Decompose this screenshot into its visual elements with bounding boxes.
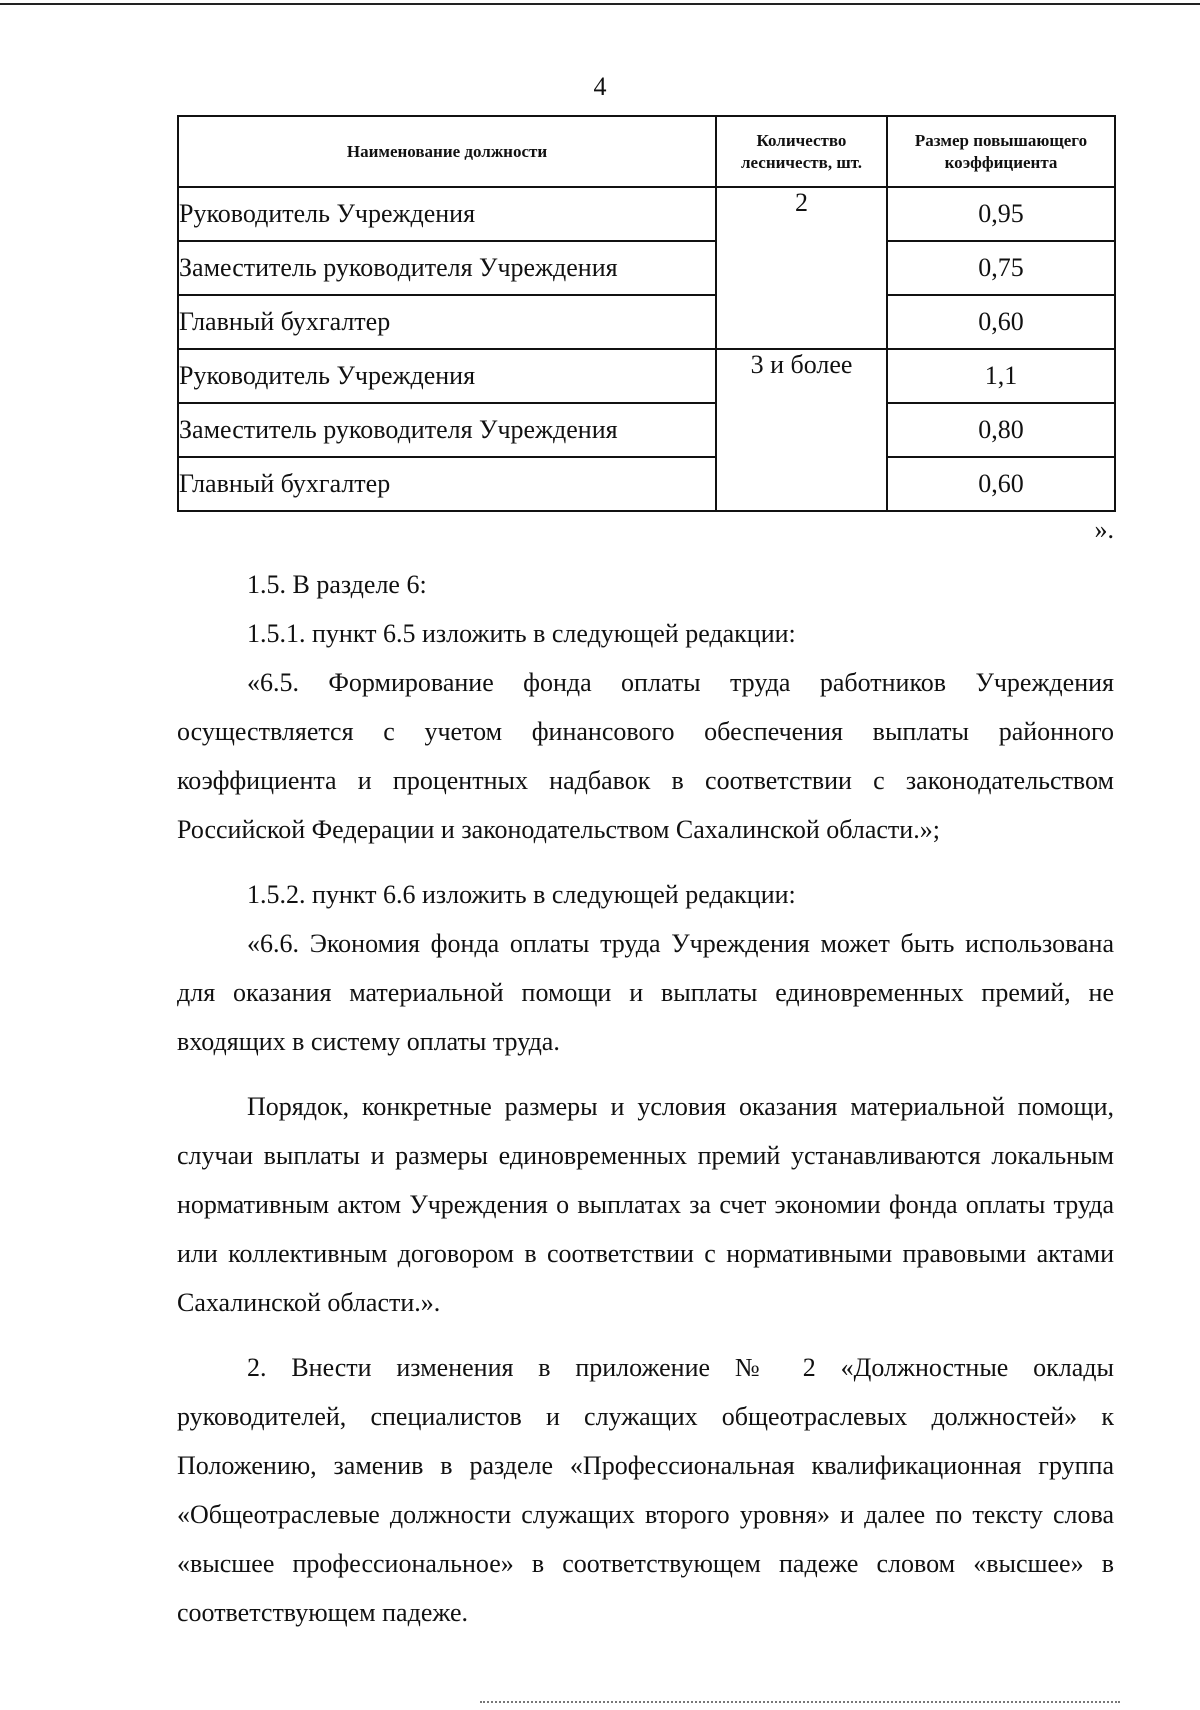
document-body [177, 560, 1114, 1653]
paragraph-clause-6-5: «6.5. Формирование фонда оплаты труда работников Учреждения осуществляется с учетом финансового обеспечения выплаты районного коэффициента и процентных надбавок в соответствии с законодательством Российской Федерации и законодательством Сахалинской области.»; [177, 668, 1114, 844]
position-name-cell: Руководитель Учреждения [178, 349, 716, 403]
table-closing-quote: ». [1094, 515, 1114, 544]
coefficient-cell: 1,1 [887, 349, 1115, 403]
scan-bottom-edge [480, 1701, 1120, 1704]
position-name-cell: Заместитель руководителя Учреждения [178, 241, 716, 295]
coefficient-cell: 0,60 [887, 295, 1115, 349]
table-row [178, 187, 1115, 241]
header-position-name: Наименование должности [178, 116, 716, 187]
forestry-count-cell: 2 [716, 187, 887, 349]
page-number: 4 [593, 72, 607, 101]
table-row [178, 241, 1115, 295]
header-forestry-count: Количество лесничеств, шт. [716, 116, 887, 187]
forestry-count-cell: 3 и более [716, 349, 887, 511]
position-name-cell: Заместитель руководителя Учреждения [178, 403, 716, 457]
coefficient-cell: 0,80 [887, 403, 1115, 457]
paragraph-item-1-5-1: 1.5.1. пункт 6.5 изложить в следующей редакции: [247, 619, 796, 648]
position-name-cell: Главный бухгалтер [178, 457, 716, 511]
paragraph-procedure: Порядок, конкретные размеры и условия оказания материальной помощи, случаи выплаты и размеры единовременных премий устанавливаются локальным нормативным актом Учреждения о выплатах за счет экономии фонда оплаты труда или коллективным договором в соответствии с нормативными правовыми актами Сахалинской области.». [177, 1092, 1114, 1317]
coefficient-table [177, 115, 1116, 512]
paragraph-item-2: 2. Внести изменения в приложение № 2 «Должностные оклады руководителей, специалистов и служащих общеотраслевых должностей» к Положению, заменив в разделе «Профессиональная квалификационная группа «Общеотраслевые должности служащих второго уровня» и далее по тексту слова «высшее профессиональное» в соответствующем падеже словом «высшее» в соответствующем падеже. [177, 1353, 1114, 1627]
position-name-cell: Главный бухгалтер [178, 295, 716, 349]
position-name-cell: Руководитель Учреждения [178, 187, 716, 241]
table-row [178, 295, 1115, 349]
header-coefficient: Размер повышающего коэффициента [887, 116, 1115, 187]
coefficient-cell: 0,95 [887, 187, 1115, 241]
paragraph-section-1-5: 1.5. В разделе 6: [247, 570, 427, 599]
coefficient-cell: 0,60 [887, 457, 1115, 511]
paragraph-item-1-5-2: 1.5.2. пункт 6.6 изложить в следующей редакции: [247, 880, 796, 909]
paragraph-clause-6-6: «6.6. Экономия фонда оплаты труда Учреждения может быть использована для оказания материальной помощи и выплаты единовременных премий, не входящих в систему оплаты труда. [177, 929, 1114, 1056]
scan-top-edge [0, 3, 1200, 5]
table-header-row [178, 116, 1115, 187]
coefficient-cell: 0,75 [887, 241, 1115, 295]
table-row [178, 349, 1115, 403]
table-row [178, 457, 1115, 511]
table-row [178, 403, 1115, 457]
